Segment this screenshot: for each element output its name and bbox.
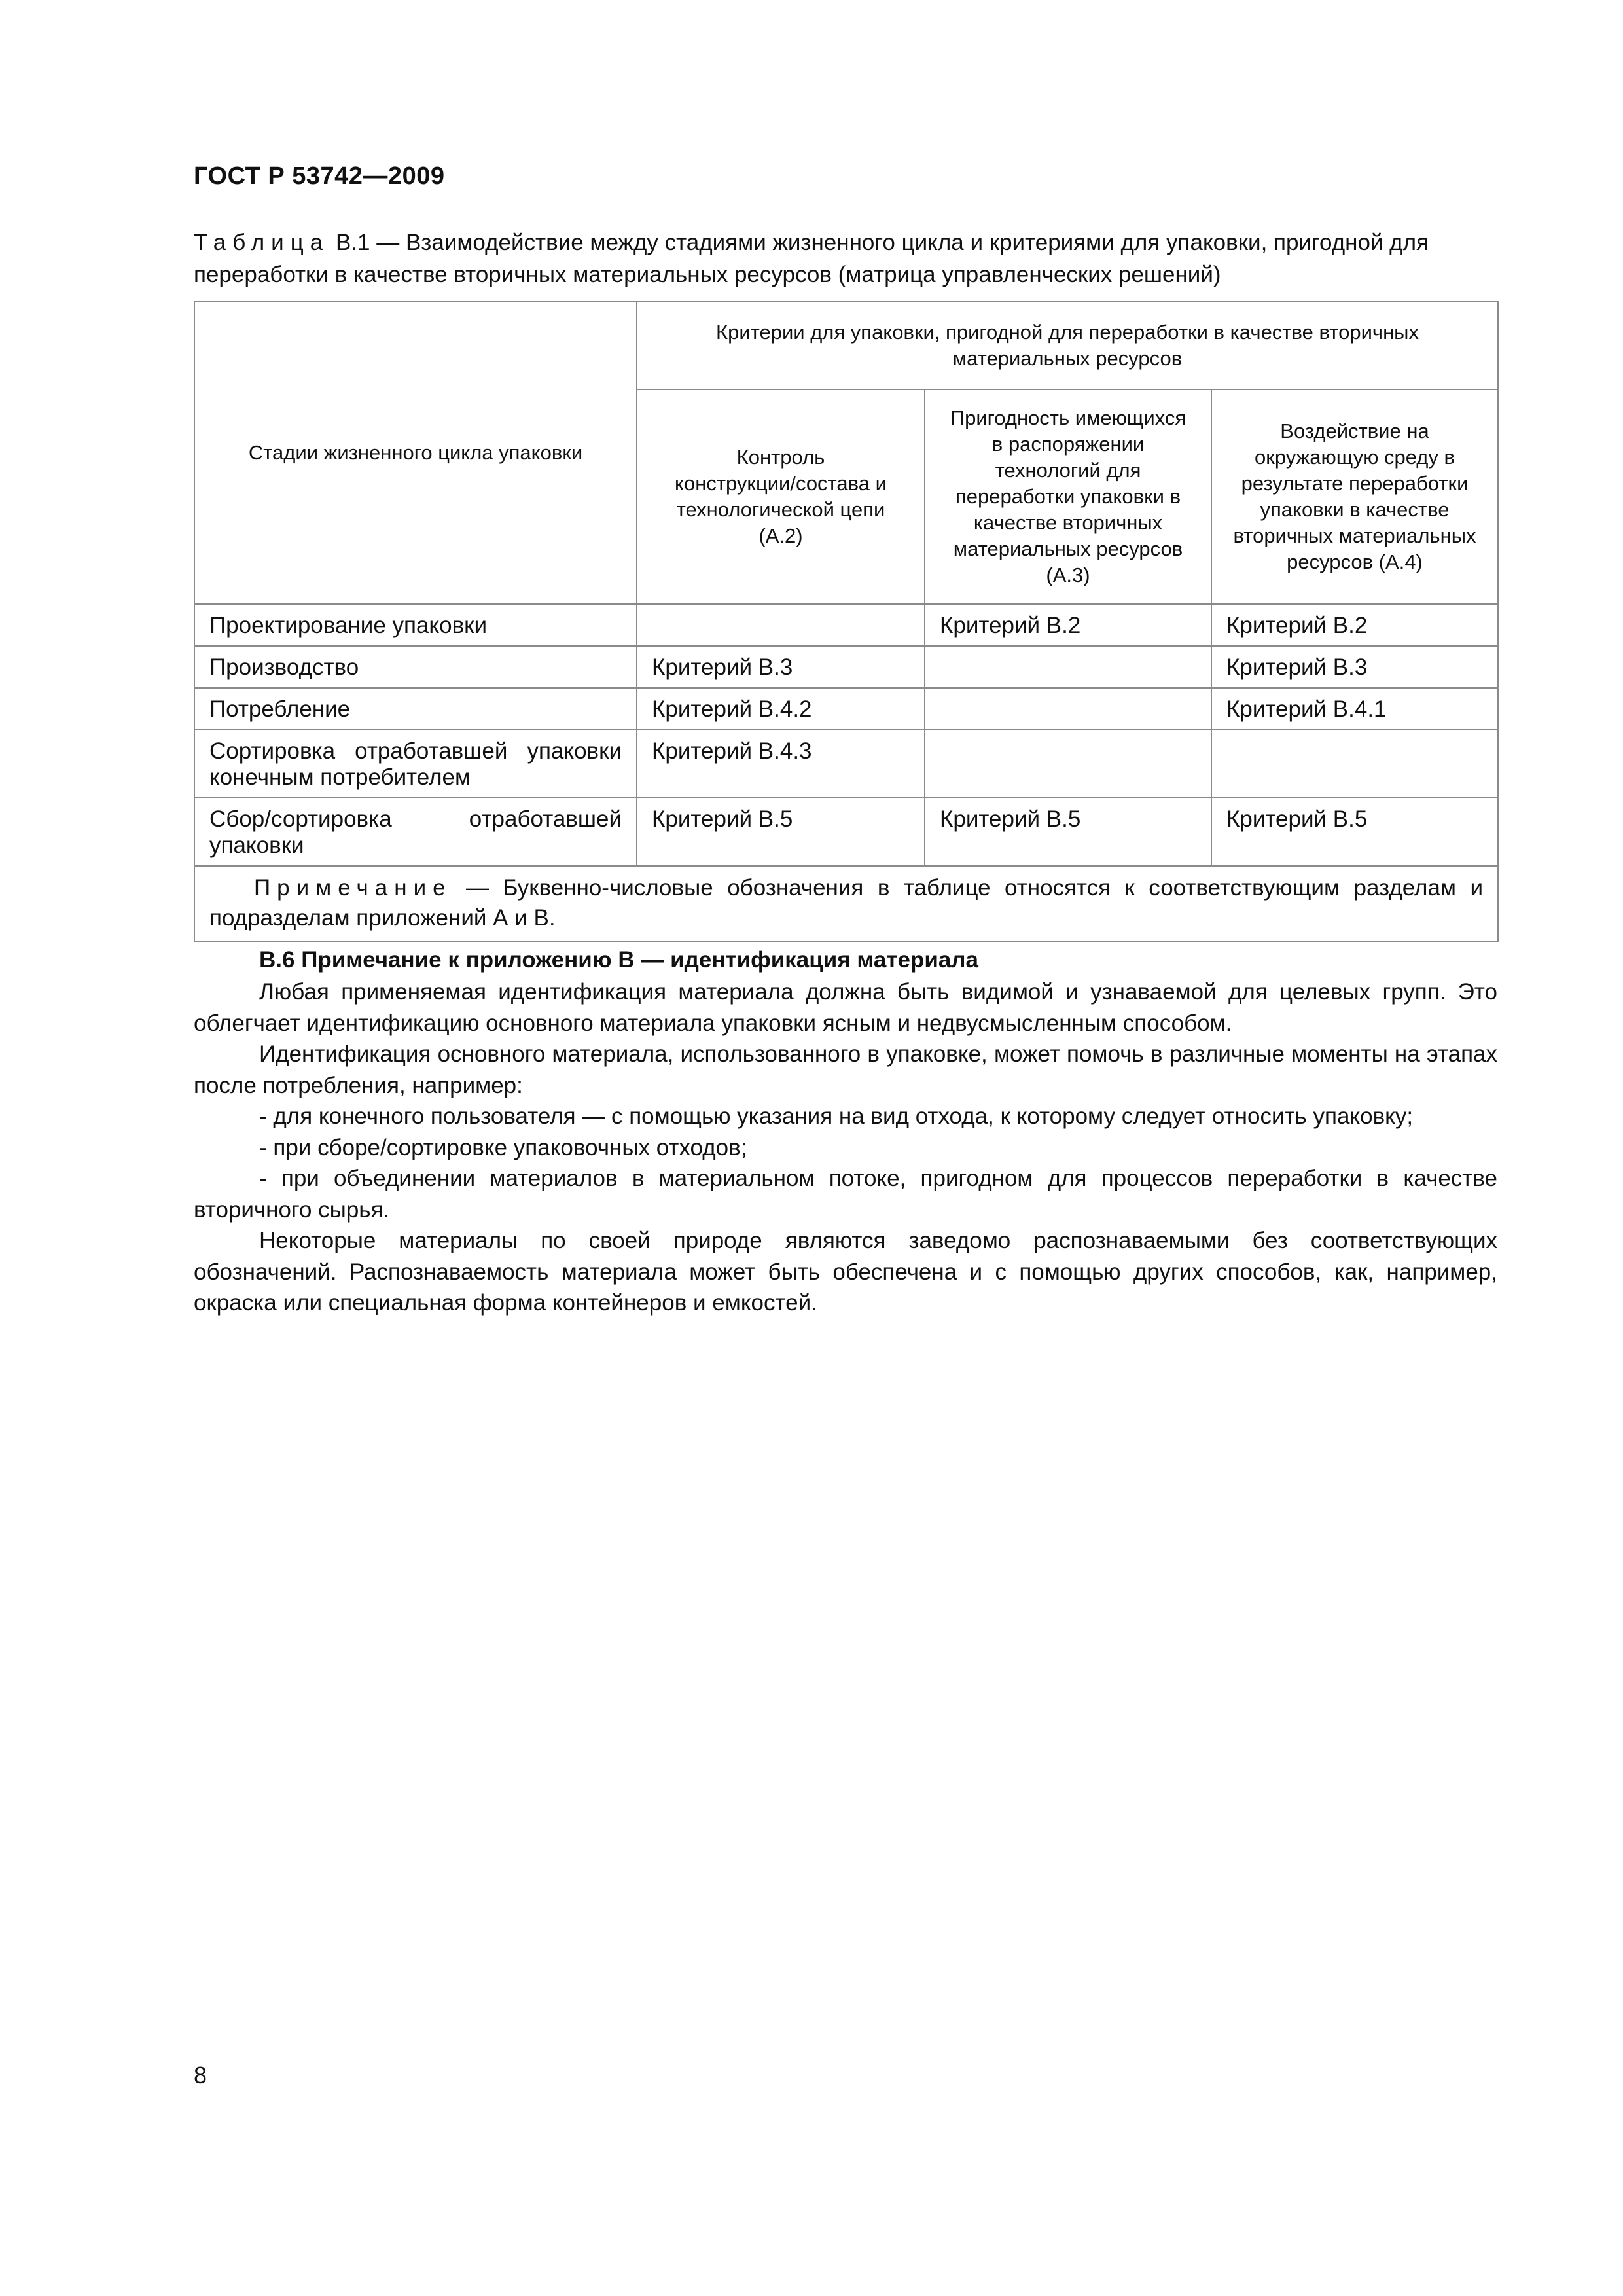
- criterion-cell: [637, 604, 925, 646]
- table-caption-label: Таблица: [194, 230, 330, 255]
- paragraph: Некоторые материалы по своей природе являются заведомо распознаваемыми без соответствующих обозначений. Распознаваемость материала может быть обеспечена и с помощью других способов, как, например, окраска или специальная форма контейнеров и емкостей.: [194, 1228, 1497, 1316]
- stage-column-header: Стадии жизненного цикла упаковки: [194, 302, 637, 604]
- criteria-header-a3: [925, 389, 1211, 604]
- table-note-text: — Буквенно-числовые обозначения в таблице относятся к соответствующим разделам и подразделам приложений А и В.: [209, 875, 1483, 931]
- section-heading: В.6 Примечание к приложению В — идентификация материала: [259, 947, 978, 973]
- criterion-cell: Критерий В.2: [925, 604, 1211, 646]
- criterion-cell: Критерий В.5: [1211, 798, 1498, 866]
- criterion-cell: Критерий В.3: [637, 646, 925, 688]
- criterion-cell: Критерий В.3: [1211, 646, 1498, 688]
- table-row: [194, 798, 1498, 866]
- criterion-cell: Критерий В.5: [925, 798, 1211, 866]
- table-row: [194, 688, 1498, 730]
- list-item: - при сборе/сортировке упаковочных отходов;: [259, 1134, 747, 1160]
- table-header-row-1: [194, 302, 1498, 389]
- criteria-header-a4: [1211, 389, 1498, 604]
- stage-cell: Сбор/сортировка отработавшей упаковки: [194, 798, 637, 866]
- criterion-cell: Критерий В.4.2: [637, 688, 925, 730]
- document-header: ГОСТ Р 53742—2009: [194, 162, 445, 190]
- criterion-cell: [925, 646, 1211, 688]
- table-caption: [194, 226, 1497, 291]
- criterion-cell: Критерий В.4.1: [1211, 688, 1498, 730]
- page-number: 8: [194, 2062, 207, 2089]
- table-note-row: [194, 866, 1498, 942]
- table-note: [194, 866, 1498, 942]
- lifecycle-criteria-table: [194, 301, 1499, 942]
- list-item: - для конечного пользователя — с помощью указания на вид отхода, к которому следует относить упаковку;: [259, 1103, 1414, 1129]
- table-row: [194, 730, 1498, 798]
- stage-cell: Потребление: [194, 688, 637, 730]
- stage-cell: Сортировка отработавшей упаковки конечным потребителем: [194, 730, 637, 798]
- criterion-cell: Критерий В.2: [1211, 604, 1498, 646]
- criterion-cell: Критерий В.4.3: [637, 730, 925, 798]
- table-note-label: Примечание: [254, 875, 452, 901]
- paragraph: Любая применяемая идентификация материала должна быть видимой и узнаваемой для целевых групп. Это облегчает идентификацию основного материала упаковки ясным и недвусмысленным способом.: [194, 979, 1497, 1036]
- criteria-header-a4-text: Воздействие на окружающую среду в результате переработки упаковки в качестве вторичных материальных ресурсов (А.4): [1233, 420, 1476, 573]
- criterion-cell: [1211, 730, 1498, 798]
- criteria-header-a2: [637, 389, 925, 604]
- table-row: [194, 646, 1498, 688]
- criterion-cell: [925, 730, 1211, 798]
- section-b6: [194, 944, 1497, 1319]
- stage-cell: Производство: [194, 646, 637, 688]
- list-item: - при объединении материалов в материальном потоке, пригодном для процессов переработки в качестве вторичного сырья.: [194, 1166, 1497, 1223]
- criterion-cell: [925, 688, 1211, 730]
- stage-cell: Проектирование упаковки: [194, 604, 637, 646]
- criteria-header-a2-text: Контроль конструкции/состава и технологической цепи (А.2): [675, 446, 887, 547]
- criterion-cell: Критерий В.5: [637, 798, 925, 866]
- table-caption-text: В.1 — Взаимодействие между стадиями жизненного цикла и критериями для упаковки, пригодной для переработки в качестве вторичных материальных ресурсов (матрица управленческих решений): [194, 230, 1429, 287]
- table-row: [194, 604, 1498, 646]
- criteria-header-a3-text: Пригодность имеющихся в распоряжении технологий для переработки упаковки в качестве вторичных материальных ресурсов (А.3): [950, 406, 1186, 586]
- criteria-group-header: [637, 302, 1498, 389]
- criteria-group-header-text: Критерии для упаковки, пригодной для переработки в качестве вторичных материальных ресурсов: [716, 321, 1419, 370]
- paragraph: Идентификация основного материала, использованного в упаковке, может помочь в различные моменты на этапах после потребления, например:: [194, 1041, 1497, 1098]
